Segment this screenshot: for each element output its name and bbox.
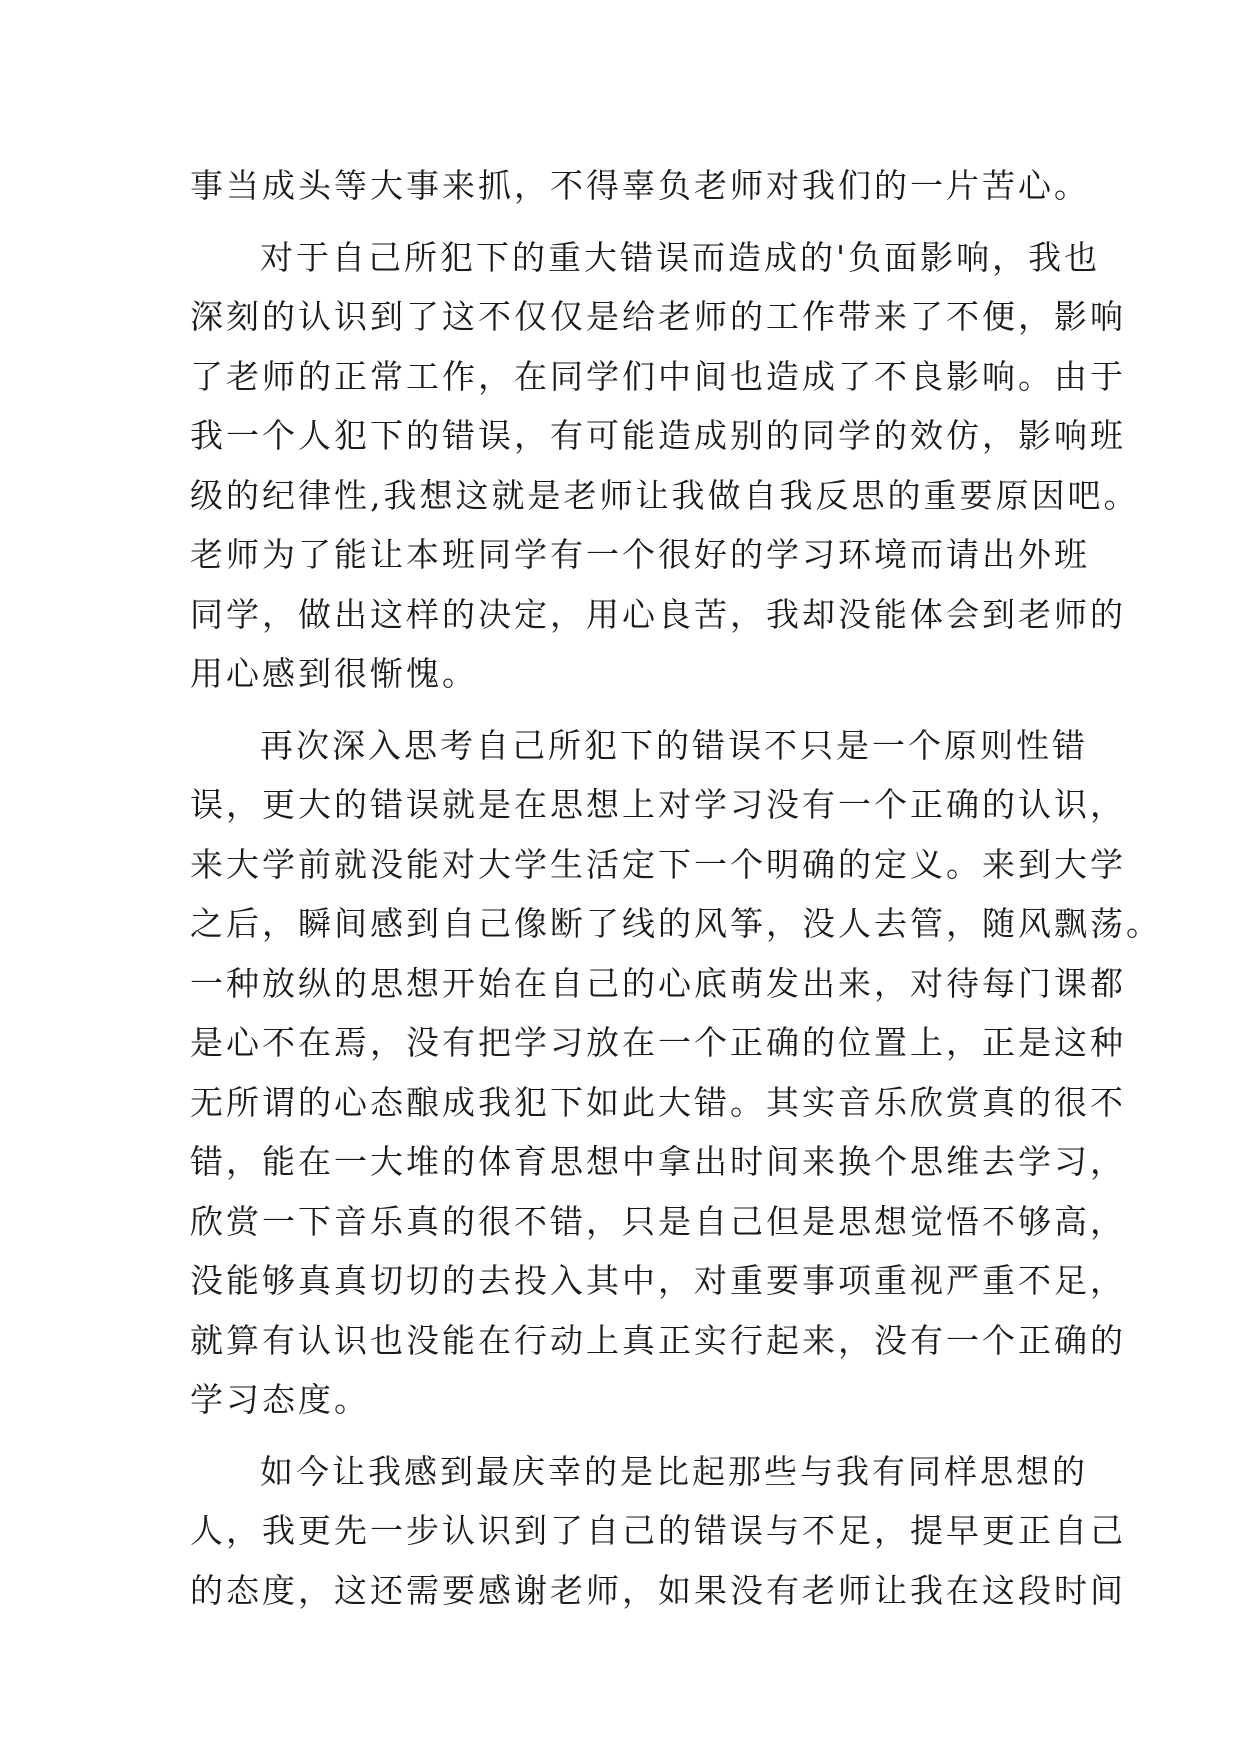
text-line: 无所谓的心态酿成我犯下如此大错。其实音乐欣赏真的很不	[190, 1082, 1126, 1122]
text-line: 用心感到很惭愧。	[190, 654, 478, 693]
text-line: 对于自己所犯下的重大错误而造成的'负面影响，我也	[260, 237, 1101, 277]
text-line: 人，我更先一步认识到了自己的错误与不足，提早更正自己	[190, 1511, 1126, 1550]
text-line: 就算有认识也没能在行动上真正实行起来，没有一个正确的	[190, 1320, 1126, 1360]
text-line: 再次深入思考自己所犯下的错误不只是一个原则性错	[260, 725, 1088, 765]
text-line: 是心不在焉，没有把学习放在一个正确的位置上，正是这种	[190, 1023, 1126, 1062]
text-line: 之后，瞬间感到自己像断了线的风筝，没人去管，随风飘荡。	[190, 904, 1162, 943]
text-line: 学习态度。	[190, 1380, 370, 1419]
text-line: 同学，做出这样的决定，用心良苦，我却没能体会到老师的	[190, 594, 1126, 634]
text-line: 没能够真真切切的去投入其中，对重要事项重视严重不足，	[190, 1261, 1126, 1300]
text-line: 的态度，这还需要感谢老师，如果没有老师让我在这段时间	[190, 1570, 1126, 1610]
paragraph	[190, 156, 1090, 216]
document-body	[190, 156, 1162, 1620]
text-line: 了老师的正常工作，在同学们中间也造成了不良影响。由于	[190, 356, 1126, 396]
text-line: 事当成头等大事来抓，不得辜负老师对我们的一片苦心。	[190, 166, 1090, 205]
text-line: 来大学前就没能对大学生活定下一个明确的定义。来到大学	[190, 844, 1126, 884]
text-line: 深刻的认识到了这不仅仅是给老师的工作带来了不便，影响	[190, 297, 1126, 336]
paragraph	[190, 228, 1140, 704]
text-line: 错，能在一大堆的体育思想中拿出时间来换个思维去学习，	[190, 1142, 1126, 1181]
text-line: 级的纪律性,我想这就是老师让我做自我反思的重要原因吧。	[190, 475, 1140, 515]
text-line: 如今让我感到最庆幸的是比起那些与我有同样思想的	[260, 1451, 1088, 1491]
text-line: 老师为了能让本班同学有一个很好的学习环境而请出外班	[190, 535, 1090, 574]
text-line: 欣赏一下音乐真的很不错，只是自己但是思想觉悟不够高，	[190, 1201, 1126, 1241]
text-line: 我一个人犯下的错误，有可能造成别的同学的效仿，影响班	[190, 416, 1126, 455]
text-line: 误，更大的错误就是在思想上对学习没有一个正确的认识，	[190, 785, 1126, 824]
paragraph	[190, 716, 1162, 1430]
paragraph	[190, 1442, 1126, 1621]
text-line: 一种放纵的思想开始在自己的心底萌发出来，对待每门课都	[190, 963, 1126, 1003]
